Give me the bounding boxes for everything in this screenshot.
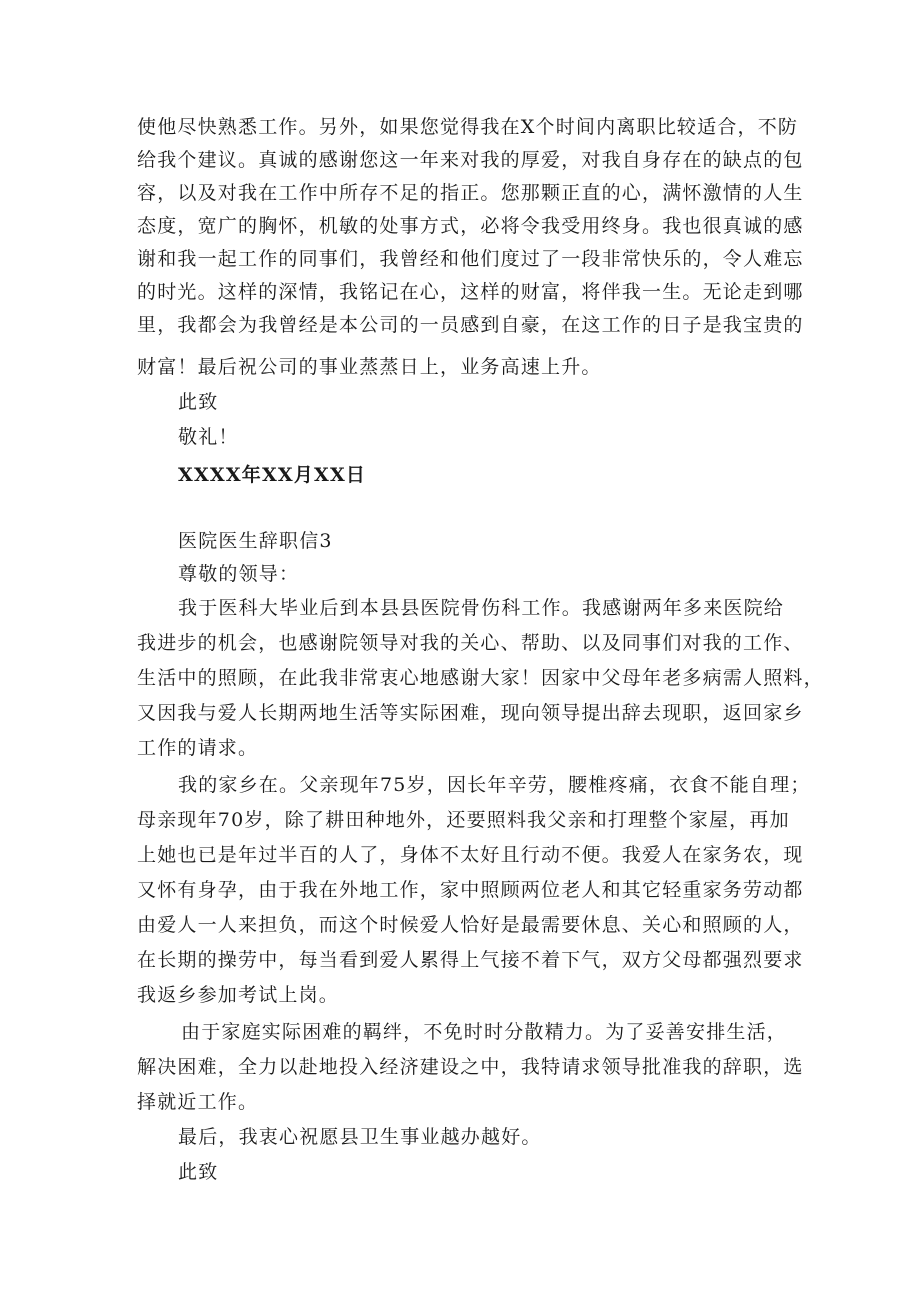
letter3-title: 医院医生辞职信3 [178,530,333,552]
letter2-body-line: 容，以及对我在工作中所存不足的指正。您那颗正直的心，满怀激情的人生 [137,182,804,204]
letter2-body-line: 态度，宽广的胸怀，机敏的处事方式，必将令我受用终身。我也很真诚的感 [137,215,804,237]
letter3-greeting: 尊敬的领导： [178,563,300,585]
letter3-paragraph1-line: 生活中的照顾，在此我非常衷心地感谢大家！因家中父母年老多病需人照料， [137,667,824,689]
letter3-paragraph3-line: 由于家庭实际困难的羁绊，不免时时分散精力。为了妥善安排生活， [181,1021,788,1043]
letter3-paragraph2-line: 由爱人一人来担负，而这个时候爱人恰好是最需要休息、关心和照顾的人， [137,914,804,936]
letter2-body-line: 谢和我一起工作的同事们，我曾经和他们度过了一段非常快乐的，令人难忘 [137,248,804,270]
letter3-paragraph1-line: 又因我与爱人长期两地生活等实际困难，现向领导提出辞去现职，返回家乡 [137,702,804,724]
letter3-paragraph1-line: 我进步的机会，也感谢院领导对我的关心、帮助、以及同事们对我的工作、 [137,632,804,654]
letter3-paragraph2-line: 母亲现年70岁，除了耕田种地外，还要照料我父亲和打理整个家屋，再加 [137,809,790,831]
letter3-paragraph2-line: 在长期的操劳中，每当看到爱人累得上气接不着下气，双方父母都强烈要求 [137,949,804,971]
letter3-paragraph2-line: 上她也已是年过半百的人了，身体不太好且行动不便。我爱人在家务农，现 [137,844,804,866]
letter2-salute: 敬礼！ [178,426,239,448]
letter3-paragraph3-line: 解决困难，全力以赴地投入经济建设之中，我特请求领导批准我的辞职，选 [137,1056,804,1078]
letter3-paragraph2-line: 又怀有身孕，由于我在外地工作，家中照顾两位老人和其它轻重家务劳动都 [137,879,804,901]
letter3-paragraph2-line: 我的家乡在。父亲现年75岁，因长年辛劳，腰椎疼痛，衣食不能自理； [178,774,811,796]
letter2-closing: 此致 [178,391,219,413]
letter2-body-line: 里，我都会为我曾经是本公司的一员感到自豪，在这工作的日子是我宝贵的 [137,314,804,336]
letter2-body-line: 财富！最后祝公司的事业蒸蒸日上，业务高速上升。 [137,356,602,378]
letter2-body-line: 使他尽快熟悉工作。另外，如果您觉得我在X个时间内离职比较适合，不防 [137,116,799,138]
letter3-closing: 此致 [178,1161,219,1183]
letter2-body-line: 给我个建议。真诚的感谢您这一年来对我的厚爱，对我自身存在的缺点的包 [137,149,804,171]
letter3-paragraph1-line: 工作的请求。 [137,737,259,759]
letter3-paragraph3-line: 择就近工作。 [137,1091,259,1113]
letter2-date: XXXX年XX月XX日 [178,464,367,486]
letter3-paragraph1-line: 我于医科大毕业后到本县县医院骨伤科工作。我感谢两年多来医院给 [178,597,785,619]
letter3-paragraph4: 最后，我衷心祝愿县卫生事业越办越好。 [178,1126,542,1148]
letter2-body-line: 的时光。这样的深情，我铭记在心，这样的财富，将伴我一生。无论走到哪 [137,281,804,303]
letter3-paragraph2-line: 我返乡参加考试上岗。 [137,984,340,1006]
